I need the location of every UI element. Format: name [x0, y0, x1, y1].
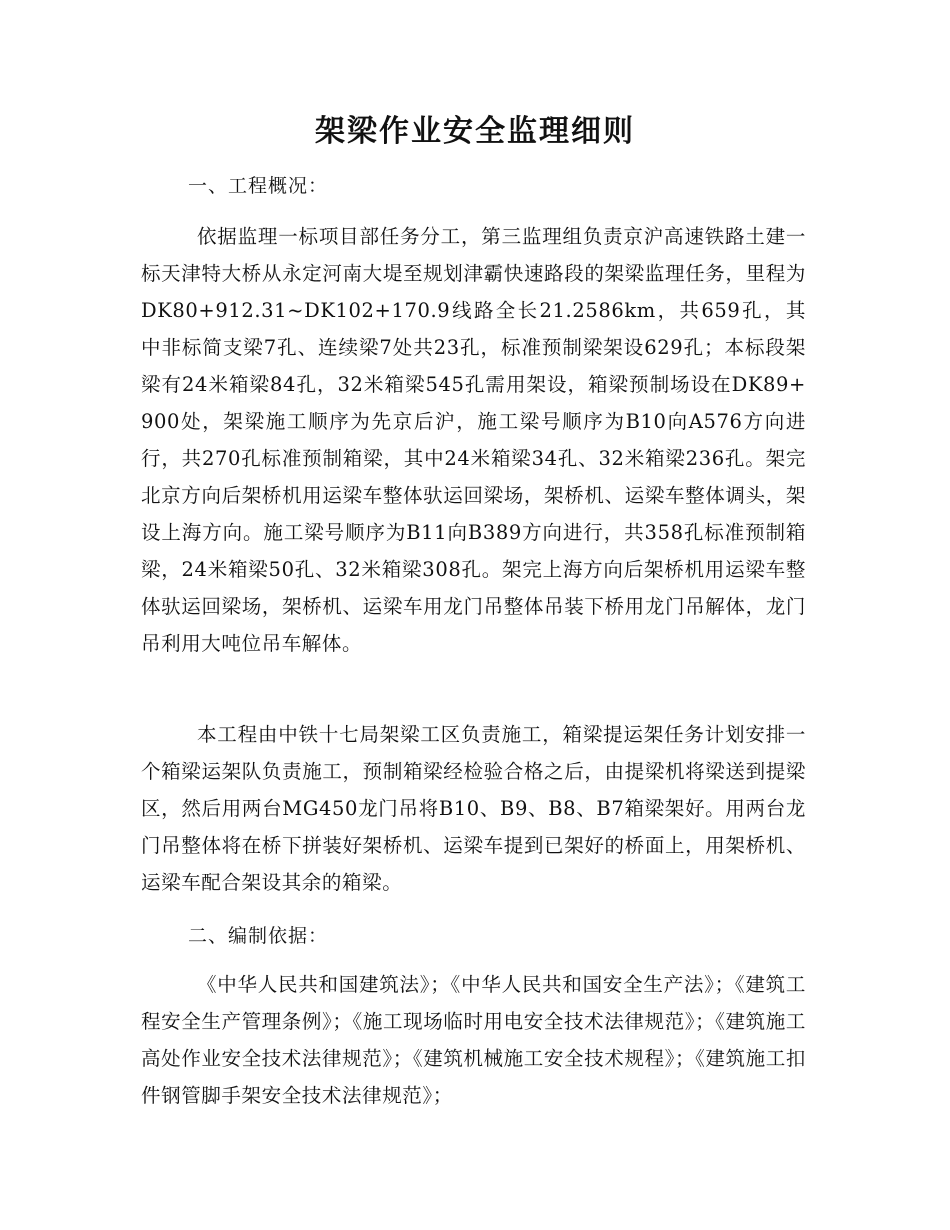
- paragraph-compilation-basis: 《中华人民共和国建筑法》；《中华人民共和国安全生产法》；《建筑工程安全生产管理条例》；《施工现场临时用电安全技术法律规范》；《建筑施工高处作业安全技术法律规范》；《建筑机械施工安全技术规程》；《建筑施工扣件钢管脚手架安全技术法律规范》；: [141, 973, 806, 1107]
- section-heading-basis: 二、编制依据：: [188, 925, 329, 947]
- document-title: 架梁作业安全监理细则: [315, 114, 635, 149]
- paragraph-project-overview: 依据监理一标项目部任务分工，第三监理组负责京沪高速铁路土建一标天津特大桥从永定河南大堤至规划津霸快速路段的架梁监理任务，里程为DK80+912.31~DK102+170.9线路全长21.2586km，共659孔，其中非标简支梁7孔、连续梁7处共23孔，标准预制梁架设629孔；本标段架梁有24米箱梁84孔，32米箱梁545孔需用架设，箱梁预制场设在DK89+900处，架梁施工顺序为先京后沪，施工梁号顺序为B10向A576方向进行，共270孔标准预制箱梁，其中24米箱梁34孔、32米箱梁236孔。架完北京方向后架桥机用运梁车整体驮运回梁场，架桥机、运梁车整体调头，架设上海方向。施工梁号顺序为B11向B389方向进行，共358孔标准预制箱梁，24米箱梁50孔、32米箱梁308孔。架完上海方向后架桥机用运梁车整体驮运回梁场，架桥机、运梁车用龙门吊整体吊装下桥用龙门吊解体，龙门吊利用大吨位吊车解体。: [141, 225, 806, 655]
- section-heading-overview: 一、工程概况：: [188, 175, 329, 197]
- paragraph-construction-arrangement: 本工程由中铁十七局架梁工区负责施工，箱梁提运架任务计划安排一个箱梁运架队负责施工，预制箱梁经检验合格之后，由提梁机将梁送到提梁区，然后用两台MG450龙门吊将B10、B9、B8、B7箱梁架好。用两台龙门吊整体将在桥下拼装好架桥机、运梁车提到已架好的桥面上，用架桥机、运梁车配合架设其余的箱梁。: [141, 723, 806, 894]
